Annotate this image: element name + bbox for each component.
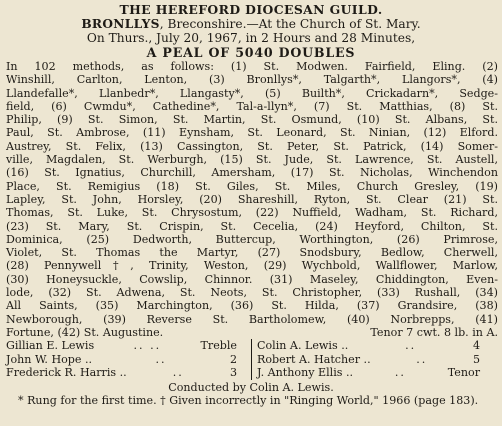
ringer-name: Robert A. Hatcher ..: [257, 352, 371, 366]
methods-line: Thomas, St. Luke, St. Chrysostum, (22) Nuffield, Wadham, St. Richard,: [6, 206, 498, 220]
methods-line: Violet, St. Thomas the Martyr, (27) Snodsbury, Bedlow, Cherwell,: [6, 246, 498, 260]
methods-line: ville, Magdalen, St. Werburgh, (15) St. Jude, St. Lawrence, St. Austell,: [6, 153, 498, 167]
methods-line: All Saints, (35) Marchington, (36) St. Hilda, (37) Grandsire, (38): [6, 299, 498, 313]
location-line: [0, 17, 502, 31]
methods-line: Winshill, Carlton, Lenton, (3) Bronllys*, Talgarth*, Llangors*, (4): [6, 73, 498, 87]
ringer-name: Gillian E. Lewis: [6, 339, 95, 353]
bell-number: 5: [472, 352, 480, 366]
guild-heading: THE HEREFORD DIOCESAN GUILD.: [119, 2, 383, 17]
band-row: John W. Hope .. .. 2 Robert A. Hatcher .. .. 5: [6, 352, 480, 366]
methods-line: Austrey, St. Felix, (13) Cassington, St. Peter, St. Patrick, (14) Somer-: [6, 139, 498, 153]
ringer-name: J. Anthony Ellis ..: [257, 366, 354, 380]
band-row: Gillian E. Lewis .. .. Treble Colin A. Lewis .. .. 4: [6, 339, 480, 353]
bell-number: 3: [229, 366, 237, 380]
place-detail: , Breconshire.—At the Church of St. Mary.: [159, 17, 421, 31]
methods-line: Place, St. Remigius (18) St. Giles, St. Miles, Church Gresley, (19): [6, 179, 498, 193]
band-list: [6, 339, 498, 380]
methods-line: In 102 methods, as follows: (1) St. Modwen. Fairfield, Eling. (2): [6, 60, 498, 73]
methods-line: Lapley, St. John, Horsley, (20) Shareshill, Ryton, St. Clear (21) St.: [6, 192, 498, 206]
bell-number: 2: [229, 352, 237, 366]
methods-tenor-line: [6, 326, 498, 339]
methods-line: (23) St. Mary, St. Crispin, St. Cecelia, (24) Heyford, Chilton, St.: [6, 219, 498, 233]
methods-line: (30) Honeysuckle, Cowslip, Chinnor. (31) Maseley, Chiddington, Even-: [6, 272, 498, 286]
ringer-name: John W. Hope ..: [6, 352, 93, 366]
peal-heading: A PEAL OF 5040 DOUBLES: [146, 45, 356, 60]
conductor-line: Conducted by Colin A. Lewis.: [168, 381, 334, 395]
methods-final-text: Fortune, (42) St. Augustine.: [6, 325, 164, 339]
methods-line: Paul, St. Ambrose, (11) Eynsham, St. Leonard, St. Ninian, (12) Elford.: [6, 126, 498, 140]
methods-line: field, (6) Cwmdu*, Cathedine*, Tal-a-llyn*, (7) St. Matthias, (8) St.: [6, 99, 498, 113]
bell-number: Treble: [200, 339, 237, 353]
footnote: * Rung for the first time. † Given incorrectly in "Ringing World," 1966 (page 183).: [18, 394, 479, 408]
methods-line: Newborough, (39) Reverse St. Bartholomew, (40) Norbrepps, (41): [6, 312, 498, 326]
bell-number: 4: [472, 339, 480, 353]
methods-line: Dominica, (25) Dedworth, Buttercup, Worthington, (26) Primrose,: [6, 232, 498, 246]
methods-line: (16) St. Ignatius, Churchill, Amersham, (17) St. Nicholas, Winchendon: [6, 166, 498, 180]
bell-number: Tenor: [447, 366, 480, 380]
date-line: On Thurs., July 20, 1967, in 2 Hours and 28 Minutes,: [86, 31, 416, 45]
ringer-name: Frederick R. Harris ..: [6, 366, 127, 380]
methods-line: (28) Pennywell†, Trinity, Weston, (29) Wychbold, Wallflower, Marlow,: [6, 259, 498, 273]
place-name: BRONLLYS: [81, 17, 160, 31]
methods-paragraph: [6, 60, 498, 326]
ringer-name: Colin A. Lewis ..: [257, 339, 349, 353]
tenor-weight: Tenor 7 cwt. 8 lb. in A.: [370, 325, 498, 339]
band-row: Frederick R. Harris .. .. 3 J. Anthony Ellis .. .. Tenor: [6, 366, 480, 380]
methods-line: Llandefalle*, Llanbedr*, Llangasty*, (5) Builth*, Crickadarn*, Sedge-: [6, 86, 498, 100]
methods-line: lode, (32) St. Adwena, St. Neots, St. Christopher, (33) Rushall, (34): [6, 286, 498, 300]
methods-line: Philip, (9) St. Simon, St. Martin, St. Osmund, (10) St. Albans, St.: [6, 113, 498, 127]
